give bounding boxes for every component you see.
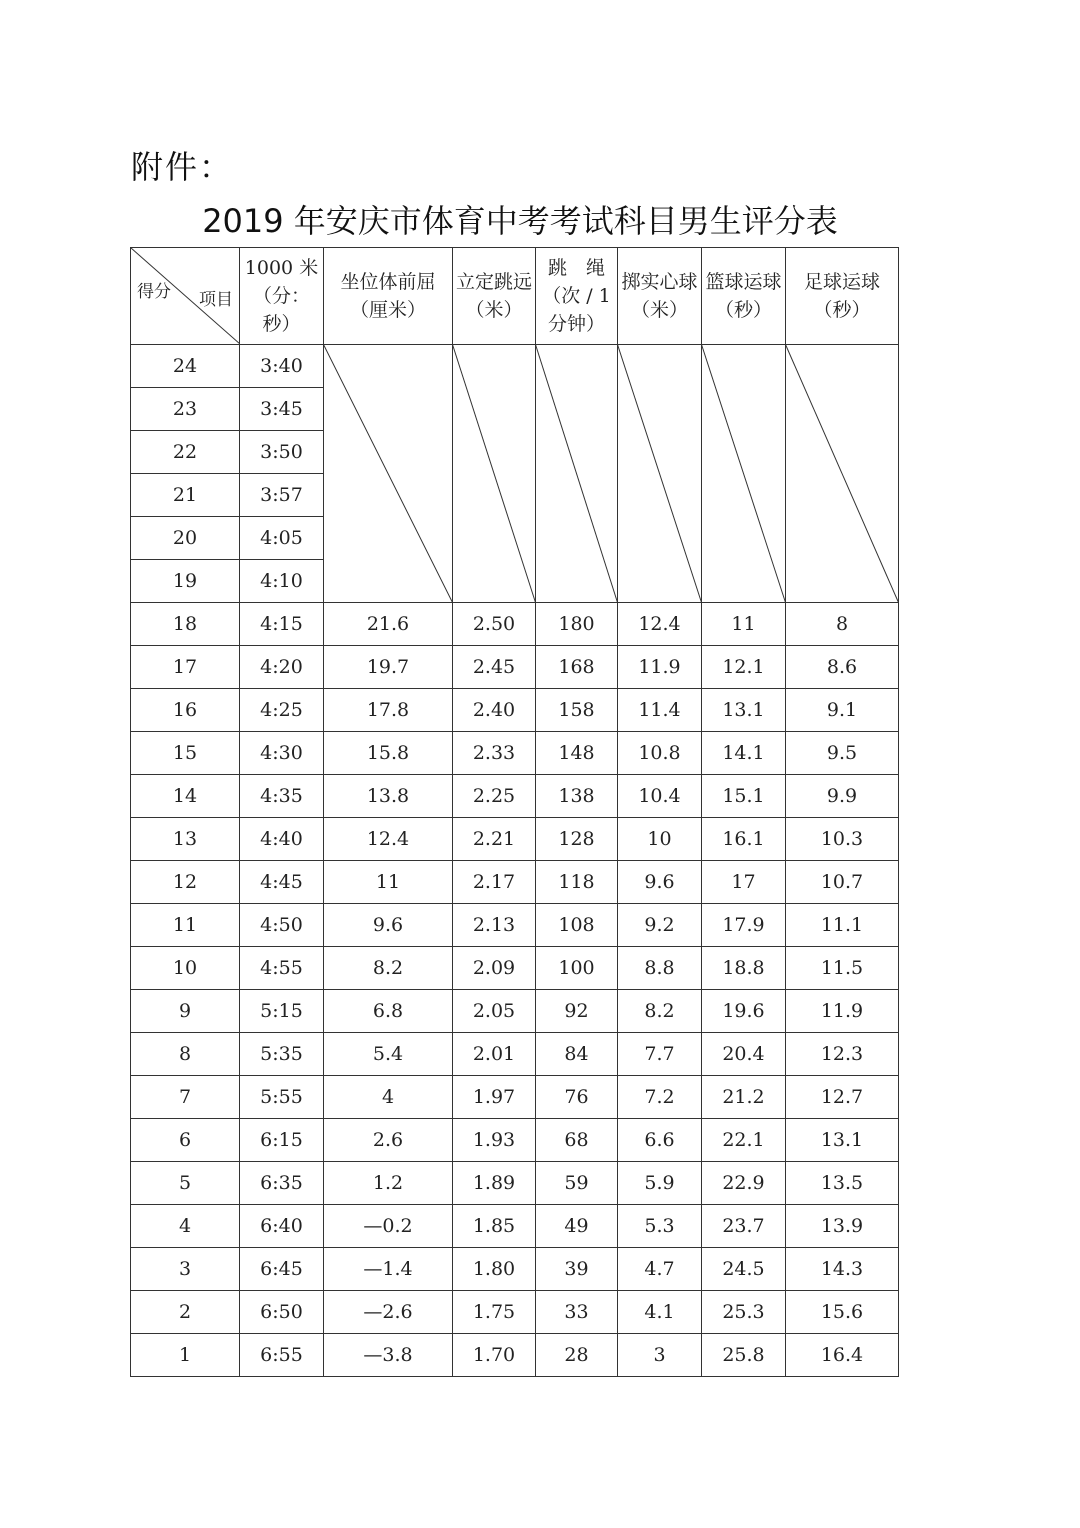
corner-score-label: 得分 — [137, 282, 171, 302]
table-cell: 168 — [536, 646, 618, 689]
table-cell: 12.3 — [786, 1033, 899, 1076]
document-title: 2019 年安庆市体育中考考试科目男生评分表 — [202, 202, 838, 240]
table-cell: 8 — [786, 603, 899, 646]
run-time-cell: 3:45 — [240, 388, 324, 431]
table-cell: 2.01 — [453, 1033, 536, 1076]
table-cell: 10 — [618, 818, 702, 861]
table-cell: 23.7 — [702, 1205, 786, 1248]
table-cell: 12.1 — [702, 646, 786, 689]
table-cell: 25.8 — [702, 1334, 786, 1377]
table-cell: 5:15 — [240, 990, 324, 1033]
table-cell: 1.85 — [453, 1205, 536, 1248]
table-cell: 33 — [536, 1291, 618, 1334]
run-time-cell: 3:40 — [240, 345, 324, 388]
table-cell: 13.1 — [786, 1119, 899, 1162]
table-cell: 12 — [131, 861, 240, 904]
table-cell: 8.8 — [618, 947, 702, 990]
table-cell: 5.3 — [618, 1205, 702, 1248]
table-cell: 13 — [131, 818, 240, 861]
table-row — [131, 861, 899, 904]
table-cell: 12.7 — [786, 1076, 899, 1119]
table-row — [131, 990, 899, 1033]
empty-merged-cell — [786, 345, 899, 603]
table-cell: 16.1 — [702, 818, 786, 861]
table-row — [131, 646, 899, 689]
table-cell: 17.9 — [702, 904, 786, 947]
table-cell: 13.8 — [324, 775, 453, 818]
table-cell: 2 — [131, 1291, 240, 1334]
table-cell: 17.8 — [324, 689, 453, 732]
score-cell: 24 — [131, 345, 240, 388]
table-cell: 92 — [536, 990, 618, 1033]
table-cell: 6.8 — [324, 990, 453, 1033]
table-cell: 1.75 — [453, 1291, 536, 1334]
table-cell: 4:35 — [240, 775, 324, 818]
table-cell: 6:35 — [240, 1162, 324, 1205]
table-cell: 4.1 — [618, 1291, 702, 1334]
table-cell: 5:55 — [240, 1076, 324, 1119]
table-cell: 2.21 — [453, 818, 536, 861]
table-cell: —2.6 — [324, 1291, 453, 1334]
table-cell: 14 — [131, 775, 240, 818]
table-cell: 18 — [131, 603, 240, 646]
table-cell: 10.8 — [618, 732, 702, 775]
table-cell: —3.8 — [324, 1334, 453, 1377]
table-cell: 3 — [618, 1334, 702, 1377]
corner-header-cell — [131, 248, 240, 345]
table-row — [131, 345, 899, 388]
table-cell: 11 — [131, 904, 240, 947]
run-time-cell: 4:10 — [240, 560, 324, 603]
table-row — [131, 1076, 899, 1119]
table-cell: 2.45 — [453, 646, 536, 689]
table-cell: 9.6 — [618, 861, 702, 904]
table-cell: 2.05 — [453, 990, 536, 1033]
table-cell: 2.25 — [453, 775, 536, 818]
table-cell: 10.4 — [618, 775, 702, 818]
run-time-cell: 4:05 — [240, 517, 324, 560]
corner-item-label: 项目 — [199, 290, 233, 310]
table-cell: 138 — [536, 775, 618, 818]
table-cell: 1.80 — [453, 1248, 536, 1291]
run-time-cell: 3:57 — [240, 474, 324, 517]
empty-merged-cell — [536, 345, 618, 603]
table-cell: 11 — [324, 861, 453, 904]
table-cell: 12.4 — [324, 818, 453, 861]
table-cell: 8.2 — [324, 947, 453, 990]
table-row — [131, 775, 899, 818]
table-cell: 12.4 — [618, 603, 702, 646]
header-1000m: 1000 米（分：秒） — [240, 248, 324, 345]
table-cell: 22.9 — [702, 1162, 786, 1205]
table-cell: 19.7 — [324, 646, 453, 689]
table-row — [131, 1162, 899, 1205]
table-cell: 6.6 — [618, 1119, 702, 1162]
empty-merged-cell — [618, 345, 702, 603]
table-cell: 2.13 — [453, 904, 536, 947]
table-cell: 8 — [131, 1033, 240, 1076]
table-cell: 13.9 — [786, 1205, 899, 1248]
table-cell: —0.2 — [324, 1205, 453, 1248]
table-cell: 9.5 — [786, 732, 899, 775]
table-cell: 180 — [536, 603, 618, 646]
table-cell: 128 — [536, 818, 618, 861]
table-cell: 25.3 — [702, 1291, 786, 1334]
table-cell: 6:40 — [240, 1205, 324, 1248]
table-cell: 1.93 — [453, 1119, 536, 1162]
table-cell: 19.6 — [702, 990, 786, 1033]
table-row — [131, 818, 899, 861]
table-cell: 4:20 — [240, 646, 324, 689]
table-cell: 4:15 — [240, 603, 324, 646]
table-cell: 10.7 — [786, 861, 899, 904]
table-row — [131, 732, 899, 775]
table-cell: 6 — [131, 1119, 240, 1162]
table-cell: 11.9 — [618, 646, 702, 689]
score-cell: 21 — [131, 474, 240, 517]
table-row — [131, 603, 899, 646]
table-cell: 1 — [131, 1334, 240, 1377]
score-cell: 22 — [131, 431, 240, 474]
table-cell: 21.6 — [324, 603, 453, 646]
table-row — [131, 947, 899, 990]
table-cell: 4 — [131, 1205, 240, 1248]
table-cell: 8.2 — [618, 990, 702, 1033]
table-row — [131, 1248, 899, 1291]
table-cell: 10.3 — [786, 818, 899, 861]
table-cell: 1.2 — [324, 1162, 453, 1205]
table-cell: 15.6 — [786, 1291, 899, 1334]
header-sit-and-reach: 坐位体前屈（厘米） — [324, 248, 453, 345]
table-cell: 4:45 — [240, 861, 324, 904]
table-cell: 100 — [536, 947, 618, 990]
table-cell: 13.5 — [786, 1162, 899, 1205]
table-cell: 11.4 — [618, 689, 702, 732]
scoring-table — [130, 247, 899, 1377]
header-rope-skipping: 跳 绳（次 / 1 分钟） — [536, 248, 618, 345]
table-row — [131, 1033, 899, 1076]
table-cell: 6:55 — [240, 1334, 324, 1377]
table-row — [131, 689, 899, 732]
score-cell: 20 — [131, 517, 240, 560]
table-cell: 148 — [536, 732, 618, 775]
table-cell: 5.9 — [618, 1162, 702, 1205]
table-cell: 6:45 — [240, 1248, 324, 1291]
table-cell: 11.1 — [786, 904, 899, 947]
table-cell: 2.40 — [453, 689, 536, 732]
header-medicine-ball: 掷实心球（米） — [618, 248, 702, 345]
table-cell: 15.8 — [324, 732, 453, 775]
header-row — [131, 248, 899, 345]
score-cell: 19 — [131, 560, 240, 603]
table-cell: 5 — [131, 1162, 240, 1205]
table-cell: 4 — [324, 1076, 453, 1119]
table-cell: 1.89 — [453, 1162, 536, 1205]
table-cell: 6:50 — [240, 1291, 324, 1334]
table-cell: 13.1 — [702, 689, 786, 732]
table-cell: 14.3 — [786, 1248, 899, 1291]
table-cell: 14.1 — [702, 732, 786, 775]
table-cell: 11.9 — [786, 990, 899, 1033]
table-cell: 7.7 — [618, 1033, 702, 1076]
table-cell: 2.6 — [324, 1119, 453, 1162]
table-cell: 158 — [536, 689, 618, 732]
table-row — [131, 1291, 899, 1334]
table-cell: 5.4 — [324, 1033, 453, 1076]
table-cell: 9.6 — [324, 904, 453, 947]
table-cell: 22.1 — [702, 1119, 786, 1162]
table-cell: 68 — [536, 1119, 618, 1162]
table-cell: 1.97 — [453, 1076, 536, 1119]
table-row — [131, 1205, 899, 1248]
table-cell: 16.4 — [786, 1334, 899, 1377]
empty-merged-cell — [324, 345, 453, 603]
table-cell: 8.6 — [786, 646, 899, 689]
table-cell: 76 — [536, 1076, 618, 1119]
table-cell: 4:50 — [240, 904, 324, 947]
table-cell: —1.4 — [324, 1248, 453, 1291]
table-cell: 2.09 — [453, 947, 536, 990]
table-cell: 4:40 — [240, 818, 324, 861]
table-cell: 21.2 — [702, 1076, 786, 1119]
table-cell: 4:55 — [240, 947, 324, 990]
table-cell: 15.1 — [702, 775, 786, 818]
table-cell: 4:30 — [240, 732, 324, 775]
table-cell: 4.7 — [618, 1248, 702, 1291]
table-cell: 5:35 — [240, 1033, 324, 1076]
table-cell: 9.1 — [786, 689, 899, 732]
table-cell: 118 — [536, 861, 618, 904]
table-cell: 108 — [536, 904, 618, 947]
table-cell: 84 — [536, 1033, 618, 1076]
table-cell: 28 — [536, 1334, 618, 1377]
table-cell: 39 — [536, 1248, 618, 1291]
table-cell: 1.70 — [453, 1334, 536, 1377]
table-cell: 2.33 — [453, 732, 536, 775]
table-row — [131, 904, 899, 947]
table-cell: 17 — [702, 861, 786, 904]
table-cell: 24.5 — [702, 1248, 786, 1291]
table-cell: 17 — [131, 646, 240, 689]
table-cell: 9.9 — [786, 775, 899, 818]
table-cell: 11 — [702, 603, 786, 646]
table-cell: 9 — [131, 990, 240, 1033]
table-cell: 9.2 — [618, 904, 702, 947]
table-cell: 59 — [536, 1162, 618, 1205]
run-time-cell: 3:50 — [240, 431, 324, 474]
table-row — [131, 1119, 899, 1162]
table-cell: 10 — [131, 947, 240, 990]
table-cell: 16 — [131, 689, 240, 732]
header-football-dribble: 足球运球（秒） — [786, 248, 899, 345]
header-standing-long-jump: 立定跳远（米） — [453, 248, 536, 345]
header-basketball-dribble: 篮球运球（秒） — [702, 248, 786, 345]
table-cell: 20.4 — [702, 1033, 786, 1076]
empty-merged-cell — [702, 345, 786, 603]
score-cell: 23 — [131, 388, 240, 431]
table-cell: 2.17 — [453, 861, 536, 904]
table-cell: 18.8 — [702, 947, 786, 990]
table-cell: 7.2 — [618, 1076, 702, 1119]
table-cell: 11.5 — [786, 947, 899, 990]
table-cell: 49 — [536, 1205, 618, 1248]
table-cell: 6:15 — [240, 1119, 324, 1162]
table-row — [131, 1334, 899, 1377]
table-cell: 3 — [131, 1248, 240, 1291]
table-cell: 15 — [131, 732, 240, 775]
empty-merged-cell — [453, 345, 536, 603]
table-cell: 7 — [131, 1076, 240, 1119]
table-cell: 4:25 — [240, 689, 324, 732]
attachment-label: 附件： — [131, 148, 234, 186]
table-cell: 2.50 — [453, 603, 536, 646]
